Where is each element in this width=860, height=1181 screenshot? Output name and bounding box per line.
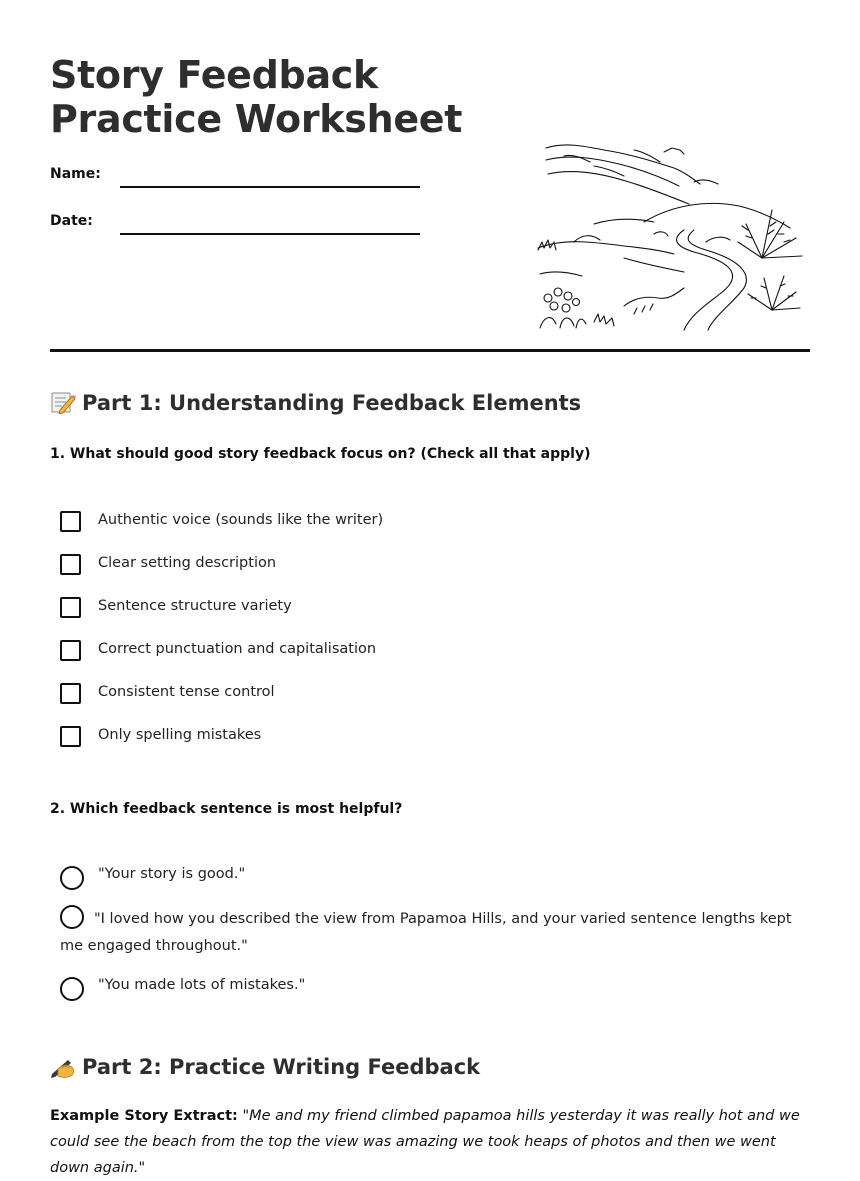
writing-hand-icon — [50, 1054, 76, 1078]
memo-icon — [50, 390, 76, 414]
page-title: Story Feedback Practice Worksheet — [50, 53, 463, 141]
checkbox-label: Only spelling mistakes — [98, 727, 262, 743]
header-divider — [50, 349, 810, 352]
radio-option[interactable] — [60, 906, 810, 960]
checkbox[interactable] — [60, 640, 81, 661]
checkbox-label: Authentic voice (sounds like the writer) — [98, 512, 384, 528]
radio-label: "Your story is good." — [98, 866, 246, 882]
checkbox-label: Clear setting description — [98, 555, 277, 571]
story-extract — [50, 1103, 810, 1181]
question-2: 2. Which feedback sentence is most helpful? — [50, 801, 403, 817]
checkbox[interactable] — [60, 554, 81, 575]
checkbox[interactable] — [60, 683, 81, 704]
checkbox-label: Correct punctuation and capitalisation — [98, 641, 377, 657]
checkbox[interactable] — [60, 597, 81, 618]
checkbox[interactable] — [60, 726, 81, 747]
radio-button[interactable] — [60, 977, 84, 1001]
landscape-illustration — [534, 138, 810, 332]
part1-heading — [50, 390, 581, 415]
checkbox-label: Sentence structure variety — [98, 598, 292, 614]
date-label: Date: — [50, 213, 93, 229]
part2-heading — [50, 1054, 480, 1079]
part2-heading-text: Part 2: Practice Writing Feedback — [82, 1055, 481, 1079]
radio-button[interactable] — [60, 905, 84, 929]
radio-label: "I loved how you described the view from Papamoa Hills, and your varied sentence lengths kept me engaged throughout." — [60, 911, 792, 954]
checkbox[interactable] — [60, 511, 81, 532]
part1-heading-text: Part 1: Understanding Feedback Elements — [82, 391, 582, 415]
extract-text: "Me and my friend climbed papamoa hills yesterday it was really hot and we could see the beach from the top the view was amazing we took heaps of photos and then we went down again." — [50, 1108, 800, 1176]
extract-label: Example Story Extract: — [50, 1108, 238, 1124]
date-input-line[interactable] — [120, 233, 420, 235]
radio-button[interactable] — [60, 866, 84, 890]
name-label: Name: — [50, 166, 101, 182]
question-1: 1. What should good story feedback focus on? (Check all that apply) — [50, 446, 591, 462]
radio-label: "You made lots of mistakes." — [98, 977, 306, 993]
name-input-line[interactable] — [120, 186, 420, 188]
checkbox-label: Consistent tense control — [98, 684, 275, 700]
